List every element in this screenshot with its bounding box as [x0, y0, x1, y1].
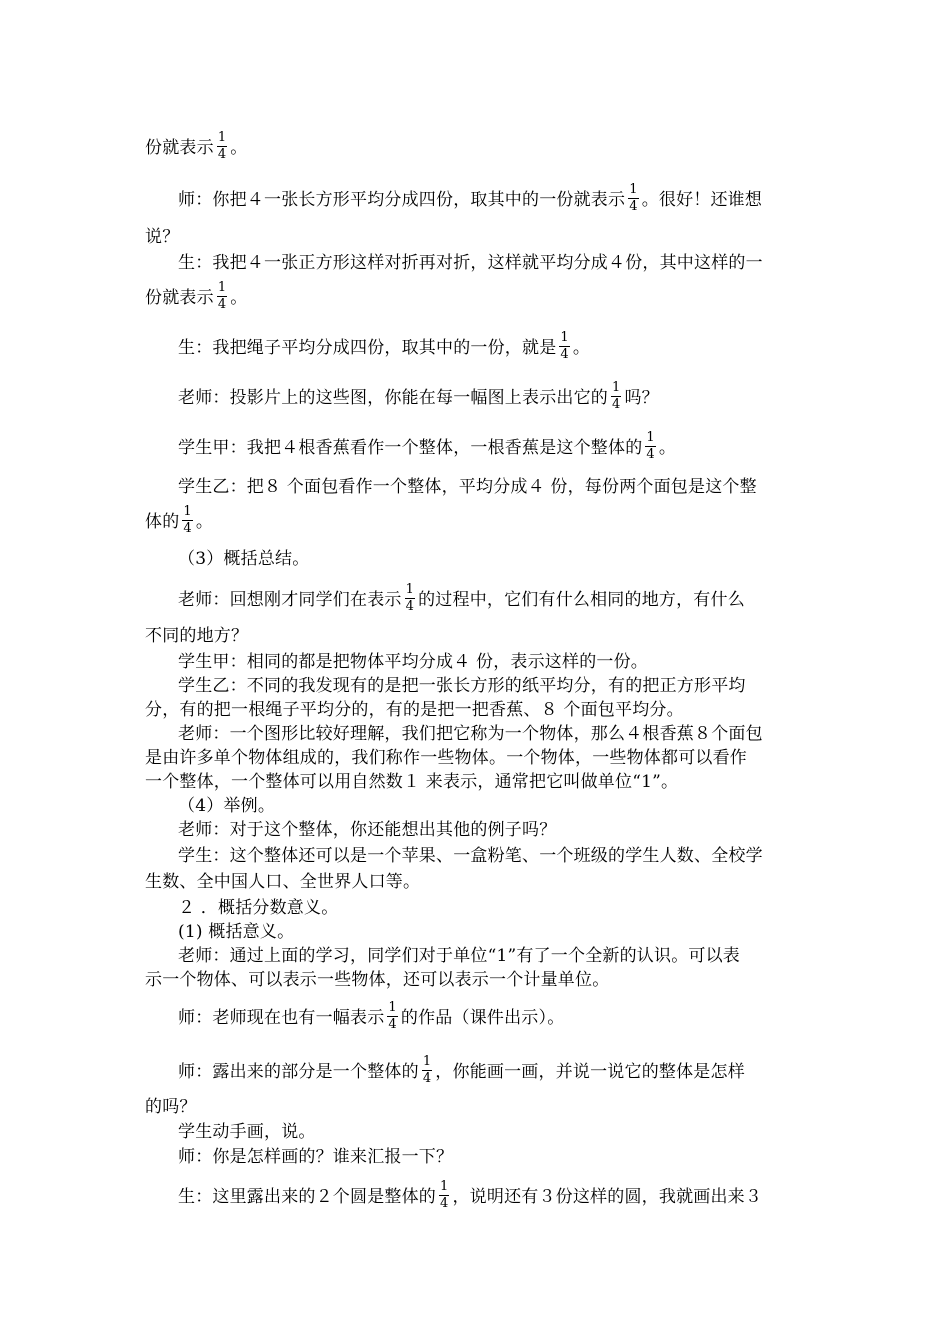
text-line: 生数、全中国人口、全世界人口等。 [145, 872, 421, 892]
text-line: 说？ [145, 227, 180, 247]
text-span: 。 [572, 338, 591, 358]
text-line: ２ ．概括分数意义。 [178, 898, 339, 918]
fraction-denominator: 4 [629, 199, 638, 214]
fraction-numerator: 1 [217, 130, 227, 145]
text-line: 学生乙：不同的我发现有的是把一张长方形的纸平均分，有的把正方形平均 [178, 676, 746, 696]
text-span: ，说明还有３份这样的圆，我就画出来３ [452, 1187, 763, 1207]
fraction-one-quarter [405, 583, 415, 614]
fraction-one-quarter [387, 1001, 397, 1032]
text-line: 示一个物体、可以表示一些物体，还可以表示一个计量单位。 [145, 970, 610, 990]
text-line [145, 280, 810, 314]
text-line: 学生：这个整体还可以是一个苹果、一盒粉笔、一个班级的学生人数、全校学 [178, 846, 763, 866]
fraction-denominator: 4 [560, 347, 569, 362]
text-line: 师：你是怎样画的？谁来汇报一下？ [178, 1147, 454, 1167]
text-line: 不同的地方？ [145, 626, 249, 646]
fraction-one-quarter [559, 331, 569, 362]
text-span: 生：我把绳子平均分成四份，取其中的一份，就是 [178, 338, 557, 358]
text-span: 份就表示 [145, 138, 214, 158]
text-span: 。很好！还谁想 [641, 190, 763, 210]
fraction-numerator: 1 [183, 504, 192, 519]
text-line [178, 582, 810, 616]
text-span: 师：老师现在也有一幅表示 [178, 1008, 385, 1028]
fraction-one-quarter [439, 1180, 449, 1211]
text-line: 生：我把４一张正方形这样对折再对折，这样就平均分成４份，其中这样的一 [178, 253, 763, 273]
text-span: 吗？ [624, 388, 659, 408]
text-span: 份就表示 [145, 288, 214, 308]
text-span: 。 [658, 438, 677, 458]
text-line: 是由许多单个物体组成的，我们称作一些物体。一个物体，一些物体都可以看作 [145, 748, 747, 768]
text-line: 学生乙：把８ 个面包看作一个整体，平均分成４ 份，每份两个面包是这个整 [178, 477, 757, 497]
fraction-numerator: 1 [405, 582, 415, 597]
text-line: （4）举例。 [178, 796, 276, 816]
text-line [178, 1000, 810, 1034]
fraction-numerator: 1 [646, 430, 655, 445]
fraction-one-quarter [182, 505, 192, 536]
fraction-numerator: 1 [560, 330, 569, 345]
text-span: 。 [230, 288, 248, 308]
text-span: 体的 [145, 512, 180, 532]
fraction-numerator: 1 [629, 182, 638, 197]
fraction-denominator: 4 [217, 147, 227, 162]
text-line [145, 504, 810, 538]
text-span: 的过程中，它们有什么相同的地方，有什么 [418, 590, 745, 610]
text-line: 老师：对于这个整体，你还能想出其他的例子吗？ [178, 820, 557, 840]
text-span: 学生甲：我把４根香蕉看作一个整体，一根香蕉是这个整体的 [178, 438, 643, 458]
text-line: 学生甲：相同的都是把物体平均分成４ 份，表示这样的一份。 [178, 652, 649, 672]
text-line [178, 1179, 810, 1213]
text-line [178, 430, 810, 464]
fraction-denominator: 4 [183, 521, 192, 536]
text-line [178, 380, 810, 414]
text-line: 老师：一个图形比较好理解，我们把它称为一个物体，那么４根香蕉８个面包 [178, 724, 763, 744]
text-line: 一个整体，一个整体可以用自然数１ 来表示，通常把它叫做单位“1”。 [145, 772, 679, 792]
text-line: 老师：通过上面的学习，同学们对于单位“1”有了一个全新的认识。可以表 [178, 946, 740, 966]
text-span: 。 [230, 138, 248, 158]
text-span: 师：你把４一张长方形平均分成四份，取其中的一份就表示 [178, 190, 626, 210]
fraction-numerator: 1 [612, 380, 621, 395]
fraction-one-quarter [628, 183, 638, 214]
fraction-one-quarter [217, 281, 227, 312]
text-span: 老师：回想刚才同学们在表示 [178, 590, 402, 610]
text-span: 的作品（课件出示）。 [400, 1008, 565, 1028]
fraction-one-quarter [422, 1055, 432, 1086]
text-span: ，你能画一画，并说一说它的整体是怎样 [435, 1062, 745, 1082]
fraction-one-quarter [611, 381, 621, 412]
fraction-one-quarter [645, 431, 655, 462]
fraction-denominator: 4 [422, 1071, 432, 1086]
text-line: 的吗？ [145, 1097, 197, 1117]
text-line [178, 1054, 810, 1088]
text-span: 生：这里露出来的２个圆是整体的 [178, 1187, 436, 1207]
fraction-denominator: 4 [405, 599, 415, 614]
text-line: (1) 概括意义。 [178, 922, 295, 942]
text-line [178, 182, 810, 216]
text-line: （3）概括总结。 [178, 549, 310, 569]
text-span: 老师：投影片上的这些图，你能在每一幅图上表示出它的 [178, 388, 608, 408]
fraction-numerator: 1 [217, 280, 227, 295]
fraction-numerator: 1 [422, 1054, 432, 1069]
fraction-numerator: 1 [388, 1000, 397, 1015]
text-line [145, 130, 810, 164]
text-span: 。 [195, 512, 214, 532]
fraction-denominator: 4 [612, 397, 621, 412]
fraction-denominator: 4 [388, 1017, 397, 1032]
fraction-one-quarter [217, 131, 227, 162]
text-line: 分，有的把一根绳子平均分的，有的是把一把香蕉、８ 个面包平均分。 [145, 700, 684, 720]
fraction-numerator: 1 [440, 1179, 449, 1194]
fraction-denominator: 4 [646, 447, 655, 462]
text-line: 学生动手画，说。 [178, 1122, 316, 1142]
fraction-denominator: 4 [440, 1196, 449, 1211]
text-line [178, 330, 810, 364]
text-span: 师：露出来的部分是一个整体的 [178, 1062, 419, 1082]
fraction-denominator: 4 [217, 297, 227, 312]
